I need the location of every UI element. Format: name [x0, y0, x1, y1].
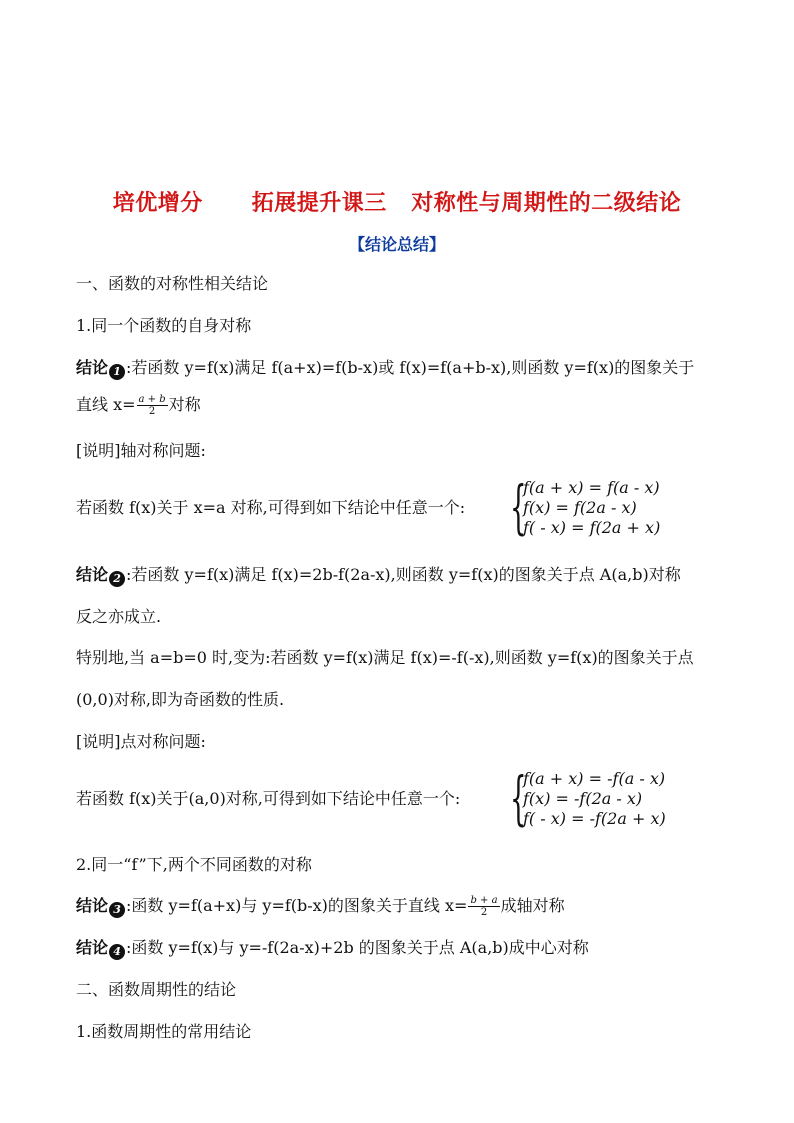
- fraction: [468, 895, 499, 918]
- equation-row: f( - x) = -f(2a + x): [523, 809, 666, 828]
- page-title: 培优增分 拓展提升课三 对称性与周期性的二级结论: [112, 191, 682, 216]
- left-brace-icon: {: [510, 764, 527, 832]
- section-heading-symmetry: 一、函数的对称性相关结论: [76, 274, 269, 293]
- conclusion-1: [76, 357, 694, 380]
- conclusion-1-text-c: 对称: [168, 395, 201, 414]
- fraction-denominator: 2: [480, 907, 488, 918]
- equation-row: f(x) = -f(2a - x): [523, 789, 643, 808]
- conclusion-4-text: :函数 y=f(x)与 y=-f(2a-x)+2b 的图象关于点 A(a,b)成中心对称: [126, 938, 589, 957]
- fraction-numerator: a + b: [138, 394, 166, 405]
- equation-row: f(a + x) = f(a - x): [523, 478, 660, 497]
- note-axis-symmetry: [说明]轴对称问题:: [76, 441, 206, 460]
- conclusion-1-cont: [76, 394, 201, 417]
- axis-symmetry-statement: 若函数 f(x)关于 x=a 对称,可得到如下结论中任意一个:: [76, 498, 466, 517]
- conclusion-tag: 结论: [76, 938, 109, 957]
- fraction-numerator: b + a: [470, 895, 498, 906]
- summary-heading: 【结论总结】: [348, 235, 445, 254]
- point-symmetry-statement: 若函数 f(x)关于(a,0)对称,可得到如下结论中任意一个:: [76, 789, 461, 808]
- subheading-two-functions: 2.同一“f”下,两个不同函数的对称: [76, 855, 312, 874]
- subheading-self-symmetry: 1.同一个函数的自身对称: [76, 316, 252, 335]
- fraction: [137, 394, 168, 417]
- conclusion-tag: 结论: [76, 358, 109, 377]
- subheading-periodicity: 1.函数周期性的常用结论: [76, 1022, 252, 1041]
- special-case-text: 特别地,当 a=b=0 时,变为:若函数 y=f(x)满足 f(x)=-f(-x),则函数 y=f(x)的图象关于点: [76, 648, 694, 667]
- special-case-text-cont: (0,0)对称,即为奇函数的性质.: [76, 690, 285, 709]
- equation-rows: [523, 769, 666, 829]
- equation-row: f(x) = f(2a - x): [523, 498, 637, 517]
- conclusion-1-text: :若函数 y=f(x)满足 f(a+x)=f(b-x)或 f(x)=f(a+b-x),则函数 y=f(x)的图象关于: [126, 358, 695, 377]
- conclusion-3: [76, 895, 565, 918]
- equation-row: f( - x) = f(2a + x): [523, 518, 661, 537]
- number-badge-icon: 3: [109, 902, 125, 918]
- conclusion-2: [76, 564, 681, 587]
- equation-row: f(a + x) = -f(a - x): [523, 769, 666, 788]
- conclusion-tag: 结论: [76, 565, 109, 584]
- left-brace-icon: {: [510, 473, 527, 541]
- axis-equation-system: [510, 473, 710, 541]
- conclusion-tag: 结论: [76, 896, 109, 915]
- number-badge-icon: 4: [109, 944, 125, 960]
- equation-rows: [523, 478, 660, 538]
- conclusion-3-text-b: 成轴对称: [500, 896, 565, 915]
- conclusion-2-cont: 反之亦成立.: [76, 607, 162, 626]
- number-badge-icon: 2: [109, 571, 125, 587]
- number-badge-icon: 1: [109, 364, 125, 380]
- section-heading-periodicity: 二、函数周期性的结论: [76, 980, 237, 999]
- fraction-denominator: 2: [148, 406, 156, 417]
- point-equation-system: [510, 764, 720, 832]
- conclusion-1-text-b: 直线 x=: [76, 395, 136, 414]
- conclusion-2-text: :若函数 y=f(x)满足 f(x)=2b-f(2a-x),则函数 y=f(x)的图象关于点 A(a,b)对称: [126, 565, 681, 584]
- note-point-symmetry: [说明]点对称问题:: [76, 732, 206, 751]
- conclusion-4: [76, 937, 589, 960]
- conclusion-3-text: :函数 y=f(a+x)与 y=f(b-x)的图象关于直线 x=: [126, 896, 468, 915]
